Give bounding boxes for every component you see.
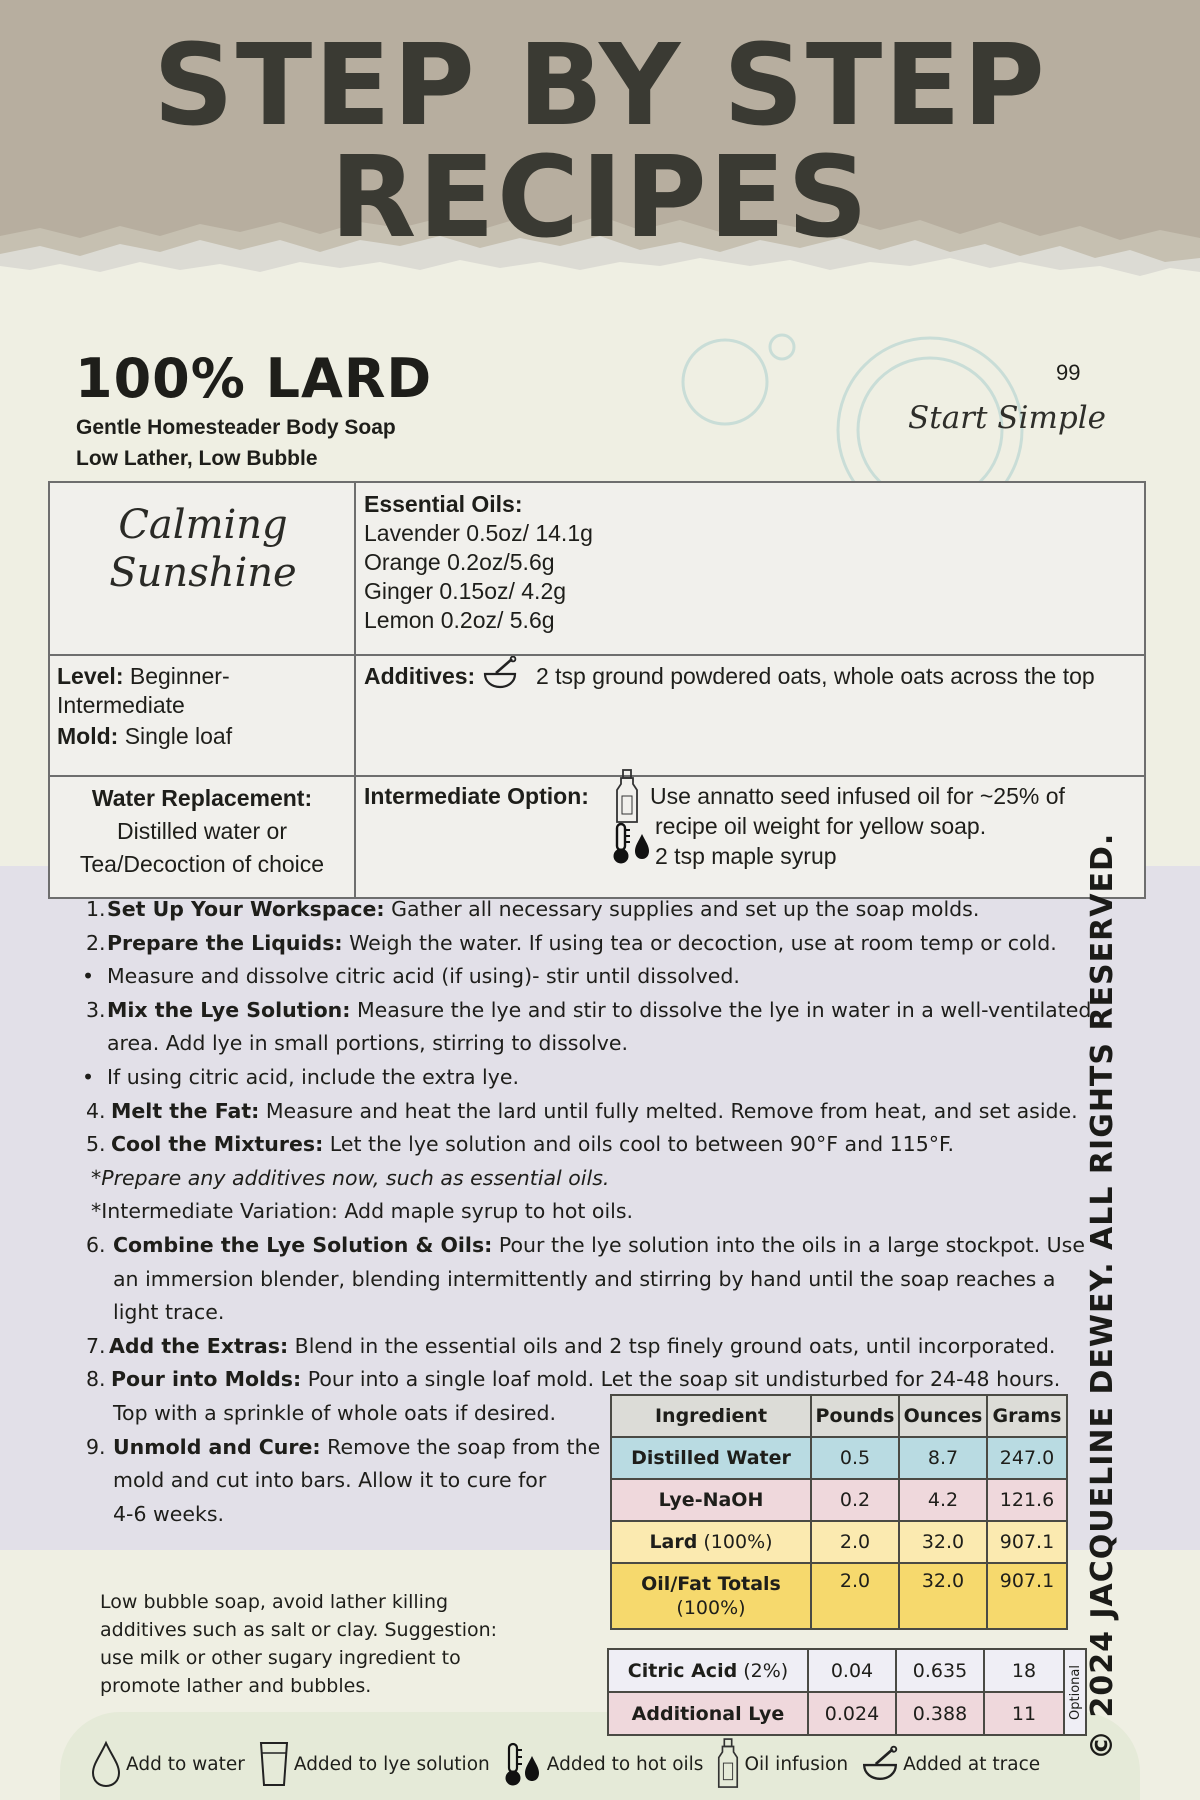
- optional-percent: (2%): [737, 1659, 789, 1682]
- step-number: 6.: [86, 1232, 106, 1257]
- step-number: 8.: [86, 1367, 106, 1392]
- mortar-pestle-icon: [482, 656, 518, 690]
- bullet-mark: •: [82, 1064, 95, 1089]
- lather-note: Low bubble soap, avoid lather killing additives such as salt or clay. Suggestion: use milk or other sugary ingredient to promote lather and bubbles.: [100, 1591, 498, 1697]
- water-replacement-line: Tea/Decoction of choice: [79, 851, 325, 877]
- optional-row: [608, 1692, 1086, 1735]
- intermediate-line: 2 tsp maple syrup: [655, 843, 837, 869]
- step-number: 1.: [86, 897, 106, 921]
- step-6: [80, 1229, 1120, 1263]
- mold-label: Mold:: [57, 723, 119, 749]
- step-text: area. Add lye in small portions, stirring to dissolve.: [107, 1031, 628, 1056]
- optional-pounds: 0.024: [808, 1692, 896, 1735]
- step-3: [80, 994, 1120, 1028]
- ingredients-header-row: [611, 1395, 1067, 1437]
- intermediate-line: recipe oil weight for yellow soap.: [655, 813, 987, 839]
- step-title: Unmold and Cure:: [113, 1434, 321, 1459]
- legend-label: Added at trace: [903, 1753, 1041, 1775]
- step-text: an immersion blender, blending intermittently and stirring by hand until the soap reaches a: [113, 1266, 1056, 1291]
- step-1: [80, 893, 1120, 927]
- mold-value: Single loaf: [118, 723, 233, 749]
- ingredients-table: [610, 1394, 1068, 1630]
- step-7: [80, 1330, 1120, 1364]
- intermediate-label: Intermediate Option:: [364, 783, 589, 809]
- essential-oil-item: Lemon 0.2oz/ 5.6g: [364, 607, 555, 633]
- essential-oils-cell: [356, 483, 1144, 656]
- ingredient-row: [611, 1479, 1067, 1521]
- legend-label: Added to hot oils: [546, 1753, 704, 1775]
- legend-label: Oil infusion: [744, 1753, 849, 1775]
- ingredient-pounds: 2.0: [811, 1563, 899, 1629]
- scent-name-cell: [50, 483, 356, 656]
- page-title: STEP BY STEP RECIPES: [153, 21, 1047, 263]
- recipe-subtitle: Gentle Homesteader Body Soap: [76, 416, 396, 439]
- water-replacement-line: Distilled water or: [117, 818, 287, 844]
- step-title: Prepare the Liquids:: [107, 930, 343, 955]
- ingredient-name: [611, 1479, 811, 1521]
- optional-grams: 18: [984, 1649, 1064, 1692]
- ingredient-name: [611, 1521, 811, 1563]
- intermediate-option-cell: [356, 777, 1144, 897]
- copyright-notice: © 2024 JACQUELINE DEWEY. ALL RIGHTS RESERVED.: [1085, 832, 1120, 1760]
- legend-item-hot-oils: [503, 1740, 704, 1788]
- column-header: Ounces: [899, 1395, 987, 1437]
- step-number: 5.: [86, 1132, 106, 1157]
- step-text: Let the lye solution and oils cool to between 90°F and 115°F.: [323, 1132, 954, 1157]
- optional-label: Additional Lye: [631, 1702, 785, 1725]
- ingredient-percent: (100%): [697, 1531, 773, 1553]
- water-replacement-cell: [50, 777, 356, 897]
- ingredient-grams: 247.0: [987, 1437, 1067, 1479]
- ingredient-ounces: 4.2: [899, 1479, 987, 1521]
- series-label: Start Simple: [908, 400, 1106, 436]
- level-label: Level:: [57, 663, 124, 689]
- scent-name: [50, 501, 356, 597]
- step-3-cont: [80, 1027, 1120, 1061]
- additives-cell: [356, 656, 1144, 777]
- essential-oil-item: Orange 0.2oz/5.6g: [364, 549, 555, 575]
- note-line: *Intermediate Variation: Add maple syrup to hot oils.: [91, 1199, 634, 1224]
- step-text: Measure and heat the lard until fully melted. Remove from heat, and set aside.: [259, 1098, 1078, 1123]
- ingredient-ounces: 32.0: [899, 1563, 987, 1629]
- scent-line-2: Sunshine: [109, 550, 297, 596]
- essential-oils-label: Essential Oils:: [364, 491, 523, 517]
- optional-grams: 11: [984, 1692, 1064, 1735]
- note-line: *Prepare any additives now, such as essential oils.: [91, 1165, 610, 1190]
- optional-side-cell: [1064, 1649, 1086, 1735]
- step-6-cont: [80, 1263, 1120, 1297]
- bullet-1: [80, 960, 1120, 994]
- thermometer-drop-icon: [611, 820, 655, 866]
- essential-oil-item: Lavender 0.5oz/ 14.1g: [364, 520, 593, 546]
- ingredient-row: [611, 1563, 1067, 1629]
- step-8: [80, 1363, 1120, 1397]
- optional-label: Citric Acid: [627, 1659, 738, 1682]
- ingredient-pounds: 0.5: [811, 1437, 899, 1479]
- step-title: Add the Extras:: [109, 1333, 289, 1358]
- step-title: Combine the Lye Solution & Oils:: [113, 1232, 493, 1257]
- droplet-icon: [90, 1740, 122, 1788]
- bullet-text: If using citric acid, include the extra lye.: [107, 1064, 519, 1089]
- optional-name: [608, 1692, 808, 1735]
- legend-item-lye: [258, 1740, 490, 1788]
- optional-name: [608, 1649, 808, 1692]
- oil-bottle-icon: [716, 1737, 740, 1791]
- legend-item-infusion: [716, 1737, 848, 1791]
- step-number: 4.: [86, 1098, 106, 1123]
- step-text: mold and cut into bars. Allow it to cure for: [113, 1468, 547, 1493]
- additives-label: Additives:: [364, 663, 476, 689]
- ingredient-grams: 121.6: [987, 1479, 1067, 1521]
- step-number: 2.: [86, 930, 106, 955]
- step-title: Melt the Fat:: [111, 1098, 260, 1123]
- page-number: 99: [1056, 360, 1081, 385]
- optional-pounds: 0.04: [808, 1649, 896, 1692]
- bullet-2: [80, 1061, 1120, 1095]
- step-text: Top with a sprinkle of whole oats if desired.: [113, 1400, 556, 1425]
- optional-row: [608, 1649, 1086, 1692]
- step-text: light trace.: [113, 1300, 225, 1325]
- ingredient-label: Lard: [649, 1531, 698, 1553]
- step-title: Cool the Mixtures:: [111, 1132, 324, 1157]
- step-number: 3.: [86, 997, 106, 1022]
- step-number: 9.: [86, 1434, 106, 1459]
- step-number: 7.: [86, 1333, 106, 1358]
- step-6-cont: [80, 1296, 1120, 1330]
- thermometer-drop-icon: [503, 1740, 543, 1788]
- ingredient-pounds: 2.0: [811, 1521, 899, 1563]
- intermediate-line: Use annatto seed infused oil for ~25% of: [650, 783, 1065, 809]
- recipe-title: 100% LARD: [75, 347, 433, 410]
- step-text: Measure the lye and stir to dissolve the lye in water in a well-ventilated: [350, 997, 1092, 1022]
- step-5: [80, 1128, 1120, 1162]
- column-header: Ingredient: [611, 1395, 811, 1437]
- step-text: Pour the lye solution into the oils in a large stockpot. Use: [492, 1232, 1085, 1257]
- level-mold-cell: [50, 656, 356, 777]
- step-text: Weigh the water. If using tea or decoction, use at room temp or cold.: [342, 930, 1057, 955]
- glass-icon: [258, 1740, 290, 1788]
- ingredient-ounces: 32.0: [899, 1521, 987, 1563]
- scent-line-1: Calming: [118, 502, 288, 548]
- step-4: [80, 1095, 1120, 1129]
- ingredient-row: [611, 1521, 1067, 1563]
- mortar-pestle-icon: [861, 1742, 899, 1786]
- level-value: Beginner-Intermediate: [57, 663, 230, 718]
- icon-legend: [90, 1736, 1053, 1792]
- ingredient-name: [611, 1437, 811, 1479]
- step-text: 4-6 weeks.: [113, 1501, 225, 1526]
- recipe-info-box: [48, 481, 1146, 899]
- optional-ounces: 0.635: [896, 1649, 984, 1692]
- ingredient-ounces: 8.7: [899, 1437, 987, 1479]
- ingredient-label: Oil/Fat Totals: [641, 1573, 781, 1595]
- legend-item-trace: [861, 1742, 1040, 1786]
- water-replacement-label: Water Replacement:: [91, 785, 313, 811]
- step-text: Remove the soap from the: [320, 1434, 601, 1459]
- ingredient-label: Distilled Water: [631, 1447, 791, 1469]
- bullet-text: Measure and dissolve citric acid (if using)- stir until dissolved.: [107, 964, 740, 989]
- column-header: Pounds: [811, 1395, 899, 1437]
- optional-table: [607, 1648, 1087, 1736]
- ingredient-label: Lye-NaOH: [658, 1489, 764, 1511]
- additives-value: 2 tsp ground powdered oats, whole oats across the top: [535, 663, 1095, 689]
- legend-label: Added to lye solution: [293, 1753, 490, 1775]
- optional-side-label: Optional: [1067, 1664, 1083, 1720]
- column-header: Grams: [987, 1395, 1067, 1437]
- step-title: Set Up Your Workspace:: [107, 897, 385, 921]
- ingredient-row: [611, 1437, 1067, 1479]
- step-2: [80, 927, 1120, 961]
- ingredient-grams: 907.1: [987, 1521, 1067, 1563]
- ingredient-pounds: 0.2: [811, 1479, 899, 1521]
- essential-oil-item: Ginger 0.15oz/ 4.2g: [364, 578, 567, 604]
- ingredient-name: [611, 1563, 811, 1629]
- step-text: Pour into a single loaf mold. Let the soap sit undisturbed for 24-48 hours.: [301, 1367, 1061, 1392]
- recipe-subtitle-2: Low Lather, Low Bubble: [76, 447, 318, 470]
- step-title: Pour into Molds:: [111, 1367, 302, 1392]
- step-text: Blend in the essential oils and 2 tsp finely ground oats, until incorporated.: [288, 1333, 1056, 1358]
- bullet-mark: •: [82, 964, 95, 989]
- legend-item-water: [90, 1740, 245, 1788]
- step-title: Mix the Lye Solution:: [107, 997, 351, 1022]
- legend-label: Add to water: [126, 1753, 245, 1775]
- step-text: Gather all necessary supplies and set up the soap molds.: [384, 897, 980, 921]
- ingredient-grams: 907.1: [987, 1563, 1067, 1629]
- optional-ounces: 0.388: [896, 1692, 984, 1735]
- ingredient-percent: (100%): [676, 1597, 746, 1619]
